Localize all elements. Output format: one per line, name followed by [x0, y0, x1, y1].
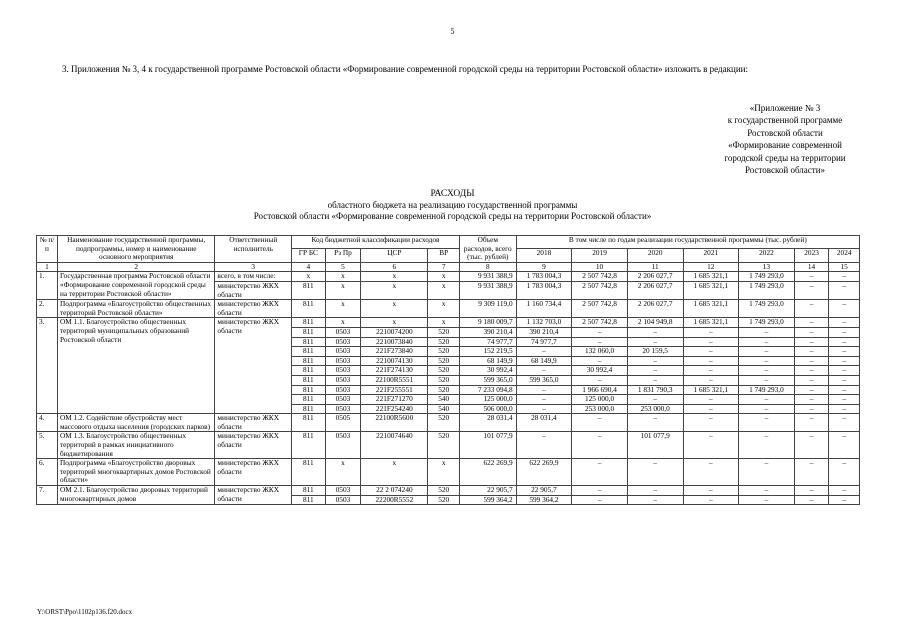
header-kbk-col: ЦСР	[361, 249, 428, 262]
cell-vr: х	[428, 300, 459, 318]
cell-year-value: –	[794, 432, 829, 459]
cell-year-value: 1 685 321,1	[683, 300, 739, 318]
row-executor: министерство ЖКХ области	[215, 432, 292, 459]
cell-year-value: –	[627, 414, 683, 432]
cell-year-value: –	[794, 318, 829, 328]
cell-year-value: –	[627, 366, 683, 376]
cell-grbs: 811	[292, 347, 326, 357]
cell-grbs: 811	[292, 375, 326, 385]
cell-grbs: 811	[292, 459, 326, 486]
cell-year-value: –	[829, 432, 860, 459]
header-kbk-col: Рз Пр	[325, 249, 361, 262]
cell-csr: 2210074200	[361, 327, 428, 337]
cell-vr: 520	[428, 385, 459, 395]
cell-grbs: х	[292, 272, 326, 282]
cell-year-value: 1 749 293,0	[739, 300, 795, 318]
cell-year-value: –	[572, 327, 628, 337]
header-year: 2020	[627, 249, 683, 262]
cell-csr: 221F254240	[361, 404, 428, 414]
cell-rzpr: х	[325, 281, 361, 299]
header-year: 2019	[572, 249, 628, 262]
column-index: 4	[292, 262, 326, 272]
cell-total: 599 365,0	[459, 375, 516, 385]
cell-csr: 22100R5551	[361, 375, 428, 385]
cell-rzpr: х	[325, 318, 361, 328]
cell-year-value: –	[739, 356, 795, 366]
document-subtitle-line-2: Ростовской области «Формирование современной городской среды на территории Ростовской области»	[253, 211, 652, 221]
cell-vr: 520	[428, 356, 459, 366]
cell-year-value: –	[683, 432, 739, 459]
cell-vr: 540	[428, 395, 459, 405]
cell-year-value: –	[739, 366, 795, 376]
cell-year-value: –	[794, 356, 829, 366]
cell-year-value: –	[627, 486, 683, 496]
column-index: 8	[459, 262, 516, 272]
row-name: Подпрограмма «Благоустройство общественных территорий Ростовской области»	[57, 300, 214, 318]
cell-year-value: 1 132 703,0	[516, 318, 572, 328]
cell-vr: 520	[428, 414, 459, 432]
cell-year-value: 1 783 004,3	[516, 272, 572, 282]
cell-grbs: 811	[292, 337, 326, 347]
cell-grbs: 811	[292, 281, 326, 299]
cell-rzpr: 0503	[325, 366, 361, 376]
cell-grbs: 811	[292, 414, 326, 432]
cell-year-value: 2 507 742,8	[572, 318, 628, 328]
header-budget-code: Код бюджетной классификации расходов	[292, 236, 460, 249]
cell-year-value: 2 507 742,8	[572, 272, 628, 282]
column-index: 5	[325, 262, 361, 272]
cell-year-value: 1 749 293,0	[739, 281, 795, 299]
cell-year-value: –	[516, 432, 572, 459]
row-executor: министерство ЖКХ области	[215, 459, 292, 486]
cell-grbs: 811	[292, 385, 326, 395]
cell-year-value: –	[739, 337, 795, 347]
cell-csr: х	[361, 318, 428, 328]
cell-rzpr: 0503	[325, 375, 361, 385]
cell-year-value: –	[829, 347, 860, 357]
table-row	[37, 272, 860, 282]
cell-grbs: 811	[292, 356, 326, 366]
cell-year-value: –	[683, 459, 739, 486]
row-name: ОМ 1.2. Содействие обустройству мест массового отдыха населения (городских парков)	[57, 414, 214, 432]
cell-year-value: –	[516, 347, 572, 357]
row-executor: министерство ЖКХ области	[215, 281, 292, 299]
header-year: 2023	[794, 249, 829, 262]
cell-year-value: –	[829, 486, 860, 496]
cell-year-value: –	[829, 300, 860, 318]
cell-year-value: –	[739, 395, 795, 405]
cell-year-value: –	[516, 395, 572, 405]
cell-total: 68 149,9	[459, 356, 516, 366]
cell-vr: 520	[428, 327, 459, 337]
table-row	[37, 318, 860, 328]
header-year: 2018	[516, 249, 572, 262]
cell-year-value: –	[794, 459, 829, 486]
cell-year-value: 30 992,4	[572, 366, 628, 376]
cell-total: 506 000,0	[459, 404, 516, 414]
cell-total: 152 219,5	[459, 347, 516, 357]
cell-year-value: –	[794, 337, 829, 347]
cell-year-value: –	[829, 495, 860, 505]
column-index: 1	[37, 262, 58, 272]
cell-year-value: –	[829, 366, 860, 376]
header-kbk-col: ГР БС	[292, 249, 326, 262]
cell-year-value: –	[829, 404, 860, 414]
cell-total: 28 031,4	[459, 414, 516, 432]
cell-year-value: 599 364,2	[516, 495, 572, 505]
cell-year-value: –	[627, 356, 683, 366]
cell-year-value: 132 060,0	[572, 347, 628, 357]
cell-year-value: 1 749 293,0	[739, 385, 795, 395]
row-executor: всего, в том числе:	[215, 272, 292, 282]
cell-year-value: –	[829, 318, 860, 328]
cell-year-value: –	[572, 356, 628, 366]
header-kbk-col: ВР	[428, 249, 459, 262]
cell-year-value: 28 031,4	[516, 414, 572, 432]
cell-year-value: –	[794, 385, 829, 395]
row-number: 6.	[37, 459, 58, 486]
table-row	[37, 414, 860, 432]
cell-year-value: 2 507 742,8	[572, 281, 628, 299]
row-number: 5.	[37, 432, 58, 459]
cell-year-value: –	[829, 356, 860, 366]
row-executor: министерство ЖКХ области	[215, 414, 292, 432]
header-name: Наименование государственной программы, подпрограммы, номер и наименование основного мероприятия	[57, 236, 214, 263]
cell-total: 101 077,9	[459, 432, 516, 459]
cell-year-value: 1 685 321,1	[683, 272, 739, 282]
table-row	[37, 459, 860, 486]
cell-total: 125 000,0	[459, 395, 516, 405]
cell-vr: х	[428, 281, 459, 299]
cell-total: 7 233 094,8	[459, 385, 516, 395]
cell-grbs: 811	[292, 404, 326, 414]
header-executor: Ответственный исполнитель	[215, 236, 292, 263]
column-index: 9	[516, 262, 572, 272]
cell-csr: х	[361, 272, 428, 282]
header-year: 2024	[829, 249, 860, 262]
cell-rzpr: 0503	[325, 404, 361, 414]
cell-total: 30 992,4	[459, 366, 516, 376]
header-years-title: В том числе по годам реализации государственной программы (тыс. рублей)	[516, 236, 859, 249]
cell-year-value: –	[516, 366, 572, 376]
cell-year-value: –	[572, 486, 628, 496]
cell-year-value: –	[794, 395, 829, 405]
row-name: Подпрограмма «Благоустройство дворовых территорий многоквартирных домов Ростовской области»	[57, 459, 214, 486]
cell-year-value: 1 749 293,0	[739, 272, 795, 282]
cell-vr: 520	[428, 375, 459, 385]
cell-rzpr: х	[325, 272, 361, 282]
row-executor: министерство ЖКХ области	[215, 486, 292, 505]
row-name: Государственная программа Ростовской области «Формирование современной городской среды на территории Ростовской области»	[57, 272, 214, 300]
cell-grbs: 811	[292, 366, 326, 376]
cell-rzpr: х	[325, 459, 361, 486]
cell-vr: х	[428, 272, 459, 282]
cell-total: 622 269,9	[459, 459, 516, 486]
cell-total: 599 364,2	[459, 495, 516, 505]
cell-year-value: 1 685 321,1	[683, 385, 739, 395]
cell-grbs: 811	[292, 495, 326, 505]
column-index: 12	[683, 262, 739, 272]
appendix-line: Ростовской области	[747, 127, 823, 138]
document-title-block	[200, 189, 705, 222]
appendix-line: Ростовской области»	[744, 165, 826, 176]
appendix-line: «Формирование современной	[728, 140, 842, 151]
column-index: 7	[428, 262, 459, 272]
cell-year-value: –	[829, 459, 860, 486]
cell-year-value: –	[794, 272, 829, 282]
cell-year-value: –	[739, 404, 795, 414]
cell-csr: 221F273840	[361, 347, 428, 357]
cell-year-value: –	[794, 414, 829, 432]
cell-vr: 540	[428, 404, 459, 414]
appendix-line: городской среды на территории	[724, 152, 846, 163]
header-num: № п/п	[37, 236, 58, 263]
cell-csr: 22 2 074240	[361, 486, 428, 496]
cell-year-value: –	[829, 385, 860, 395]
expenses-table-body	[37, 272, 860, 505]
cell-year-value: –	[739, 327, 795, 337]
cell-rzpr: 0505	[325, 414, 361, 432]
column-index: 2	[57, 262, 214, 272]
cell-vr: 520	[428, 432, 459, 459]
row-name: ОМ 1.1. Благоустройство общественных территорий муниципальных образований Ростовской области	[57, 318, 214, 414]
row-executor: министерство ЖКХ области	[215, 318, 292, 414]
cell-csr: 221F271270	[361, 395, 428, 405]
cell-rzpr: 0503	[325, 356, 361, 366]
cell-vr: х	[428, 459, 459, 486]
cell-year-value: 1 966 690,4	[572, 385, 628, 395]
cell-total: 9 180 009,7	[459, 318, 516, 328]
cell-grbs: 811	[292, 486, 326, 496]
cell-year-value: –	[829, 337, 860, 347]
cell-csr: 22200R5552	[361, 495, 428, 505]
table-row	[37, 486, 860, 496]
cell-total: 22 905,7	[459, 486, 516, 496]
table-row	[37, 432, 860, 459]
table-row	[37, 300, 860, 318]
cell-year-value: 2 206 027,7	[627, 281, 683, 299]
cell-year-value: –	[794, 486, 829, 496]
cell-year-value: –	[683, 347, 739, 357]
cell-year-value: –	[739, 347, 795, 357]
cell-year-value: 390 210,4	[516, 327, 572, 337]
cell-rzpr: 0503	[325, 347, 361, 357]
expenses-table	[36, 235, 860, 505]
cell-year-value: –	[683, 356, 739, 366]
cell-year-value: –	[794, 366, 829, 376]
cell-year-value: –	[794, 375, 829, 385]
appendix-line: к государственной программе	[727, 115, 843, 126]
file-path-footer: Y:\ORST\Ppo\1102p136.f20.docx	[37, 608, 133, 616]
cell-year-value: –	[739, 495, 795, 505]
cell-rzpr: 0503	[325, 486, 361, 496]
cell-year-value: –	[627, 375, 683, 385]
intro-paragraph: 3. Приложения № 3, 4 к государственной программе Ростовской области «Формирование современной городской среды на территории Ростовской области» изложить в редакции:	[62, 64, 748, 74]
cell-year-value: 68 149,9	[516, 356, 572, 366]
cell-rzpr: х	[325, 300, 361, 318]
cell-year-value: –	[829, 414, 860, 432]
cell-year-value: –	[829, 281, 860, 299]
row-number: 2.	[37, 300, 58, 318]
cell-year-value: 2 507 742,8	[572, 300, 628, 318]
page-number: 5	[450, 27, 455, 36]
cell-year-value: –	[627, 459, 683, 486]
cell-csr: х	[361, 459, 428, 486]
header-year: 2022	[739, 249, 795, 262]
cell-year-value: –	[683, 414, 739, 432]
row-number: 3.	[37, 318, 58, 414]
cell-year-value: –	[627, 337, 683, 347]
cell-year-value: –	[683, 337, 739, 347]
cell-year-value: 125 000,0	[572, 395, 628, 405]
column-index: 15	[829, 262, 860, 272]
cell-year-value: 599 365,0	[516, 375, 572, 385]
cell-total: 9 931 388,9	[459, 281, 516, 299]
row-number: 4.	[37, 414, 58, 432]
column-index: 10	[572, 262, 628, 272]
cell-year-value: 1 831 790,3	[627, 385, 683, 395]
cell-year-value: –	[572, 495, 628, 505]
cell-year-value: –	[683, 486, 739, 496]
cell-vr: 520	[428, 337, 459, 347]
cell-vr: 520	[428, 347, 459, 357]
cell-csr: 221F255551	[361, 385, 428, 395]
cell-year-value: 2 206 027,7	[627, 272, 683, 282]
cell-year-value: 1 783 004,3	[516, 281, 572, 299]
cell-total: 390 210,4	[459, 327, 516, 337]
cell-vr: 520	[428, 495, 459, 505]
cell-year-value: –	[516, 404, 572, 414]
cell-year-value: –	[739, 486, 795, 496]
cell-total: 9 931 388,9	[459, 272, 516, 282]
cell-grbs: 811	[292, 327, 326, 337]
cell-year-value: 253 000,0	[627, 404, 683, 414]
cell-total: 9 309 119,0	[459, 300, 516, 318]
cell-csr: 2210074130	[361, 356, 428, 366]
cell-year-value: –	[627, 495, 683, 505]
cell-grbs: 811	[292, 318, 326, 328]
document-title: РАСХОДЫ	[430, 189, 475, 199]
header-year: 2021	[683, 249, 739, 262]
cell-year-value: 101 077,9	[627, 432, 683, 459]
cell-csr: 221F274130	[361, 366, 428, 376]
header-total: Объем расходов, всего (тыс. рублей)	[459, 236, 516, 263]
cell-year-value: –	[572, 337, 628, 347]
cell-year-value: 1 749 293,0	[739, 318, 795, 328]
cell-year-value: –	[829, 395, 860, 405]
cell-year-value: –	[794, 327, 829, 337]
cell-total: 74 977,7	[459, 337, 516, 347]
cell-year-value: 622 269,9	[516, 459, 572, 486]
cell-year-value: –	[627, 395, 683, 405]
cell-year-value: 74 977,7	[516, 337, 572, 347]
column-index: 11	[627, 262, 683, 272]
appendix-header	[700, 102, 870, 176]
cell-year-value: –	[683, 327, 739, 337]
cell-csr: 2210074640	[361, 432, 428, 459]
cell-year-value: –	[794, 495, 829, 505]
cell-year-value: 20 159,5	[627, 347, 683, 357]
cell-year-value: 2 206 027,7	[627, 300, 683, 318]
cell-year-value: –	[572, 375, 628, 385]
cell-grbs: 811	[292, 300, 326, 318]
cell-year-value: 1 685 321,1	[683, 318, 739, 328]
cell-rzpr: 0503	[325, 327, 361, 337]
row-name: ОМ 2.1. Благоустройство дворовых территорий многоквартирных домов	[57, 486, 214, 505]
cell-year-value: 1 160 734,4	[516, 300, 572, 318]
cell-year-value: 2 104 949,8	[627, 318, 683, 328]
cell-csr: х	[361, 300, 428, 318]
cell-rzpr: 0503	[325, 337, 361, 347]
cell-year-value: –	[683, 375, 739, 385]
cell-year-value: –	[683, 495, 739, 505]
cell-rzpr: 0503	[325, 385, 361, 395]
row-number: 1.	[37, 272, 58, 300]
cell-csr: 2210073840	[361, 337, 428, 347]
column-index: 13	[739, 262, 795, 272]
cell-year-value: 22 905,7	[516, 486, 572, 496]
cell-csr: х	[361, 281, 428, 299]
column-index: 6	[361, 262, 428, 272]
column-index: 3	[215, 262, 292, 272]
cell-vr: х	[428, 318, 459, 328]
row-executor: министерство ЖКХ области	[215, 300, 292, 318]
cell-rzpr: 0503	[325, 495, 361, 505]
cell-rzpr: 0503	[325, 395, 361, 405]
cell-grbs: 811	[292, 395, 326, 405]
cell-year-value: –	[572, 459, 628, 486]
cell-year-value: –	[794, 300, 829, 318]
cell-year-value: –	[794, 404, 829, 414]
cell-year-value: –	[683, 395, 739, 405]
cell-year-value: –	[683, 404, 739, 414]
cell-year-value: –	[572, 432, 628, 459]
cell-year-value: –	[794, 281, 829, 299]
cell-csr: 22100R5600	[361, 414, 428, 432]
cell-year-value: –	[829, 375, 860, 385]
cell-year-value: –	[829, 272, 860, 282]
cell-year-value: –	[739, 459, 795, 486]
appendix-line: «Приложение № 3	[749, 103, 821, 113]
cell-year-value: –	[572, 414, 628, 432]
row-name: ОМ 1.3. Благоустройство общественных территорий в рамках инициативного бюджетирования	[57, 432, 214, 459]
cell-year-value: –	[794, 347, 829, 357]
cell-year-value: –	[683, 366, 739, 376]
cell-grbs: 811	[292, 432, 326, 459]
cell-year-value: –	[739, 432, 795, 459]
cell-year-value: –	[627, 327, 683, 337]
document-subtitle-line-1: областного бюджета на реализацию государственной программы	[327, 200, 578, 210]
cell-year-value: –	[516, 385, 572, 395]
cell-year-value: –	[739, 375, 795, 385]
row-number: 7.	[37, 486, 58, 505]
cell-vr: 520	[428, 486, 459, 496]
cell-rzpr: 0503	[325, 432, 361, 459]
cell-year-value: 253 000,0	[572, 404, 628, 414]
cell-year-value: 1 685 321,1	[683, 281, 739, 299]
column-index-row	[37, 262, 860, 272]
cell-year-value: –	[739, 414, 795, 432]
column-index: 14	[794, 262, 829, 272]
cell-year-value: –	[829, 327, 860, 337]
cell-vr: 520	[428, 366, 459, 376]
